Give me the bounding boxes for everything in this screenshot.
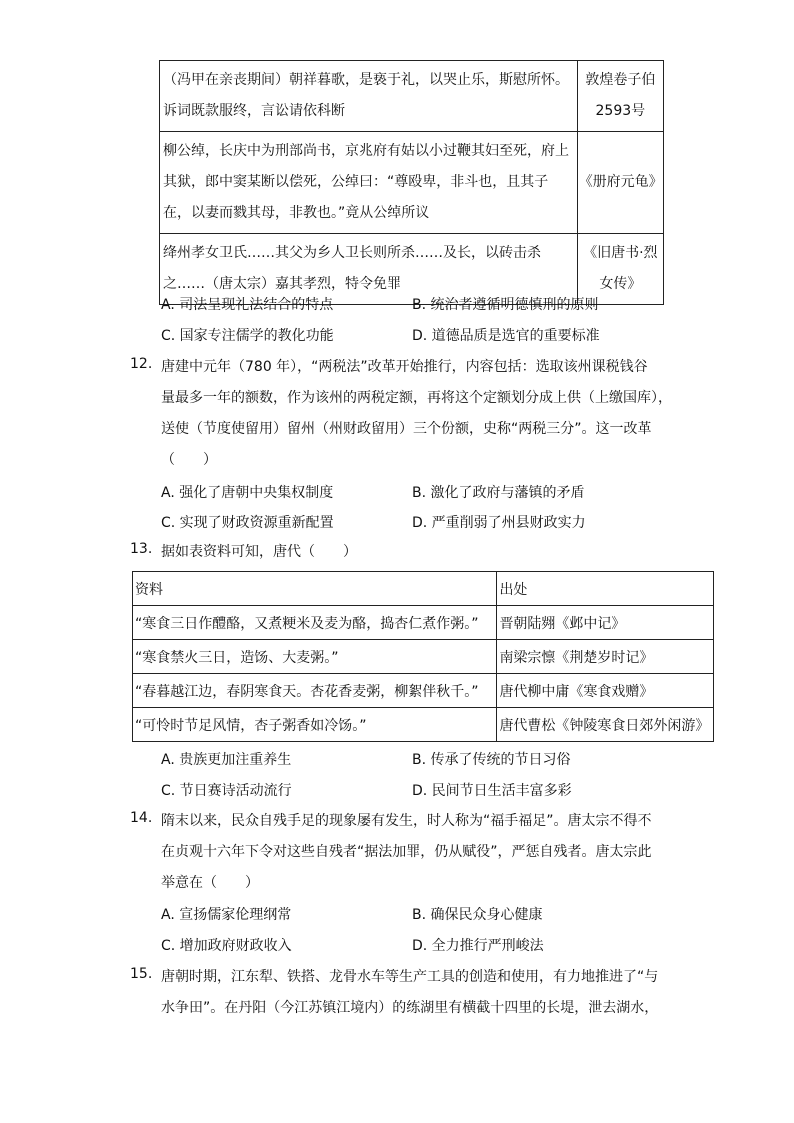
answer-blank: （ ）	[161, 452, 217, 468]
question-number: 14.	[130, 810, 153, 826]
table-cell-source: 《旧唐书·烈女传》	[577, 234, 663, 305]
q11-options-row-1	[161, 291, 721, 319]
question-number: 12.	[130, 356, 153, 372]
question-text-line: 量最多一年的额数，作为该州的两税定额，再将这个定额划分成上供（上缴国库），	[161, 390, 672, 406]
q14-options-row-2	[161, 932, 721, 960]
q14-options-row-1	[161, 901, 721, 929]
table-cell-content: 柳公绰，长庆中为刑部尚书，京兆府有姑以小过鞭其妇至死，府上其狱，郎中窦某断以偿死，公绰曰：“尊殴卑，非斗也，且其子在，以妻而戮其母，非教也。”竟从公绰所议	[160, 132, 578, 234]
q11-option-a[interactable]: A. 司法呈现礼法结合的特点	[161, 297, 334, 313]
question-text-line: 据如表资料可知，唐代（ ）	[161, 544, 357, 560]
q13-option-a[interactable]: A. 贵族更加注重养生	[161, 752, 292, 768]
question-text-line: 唐朝时期，江东犁、铁搭、龙骨水车等生产工具的创造和使用，有力地推进了“与	[161, 969, 659, 985]
table-row	[133, 606, 714, 640]
q13-option-d[interactable]: D. 民间节日生活丰富多彩	[412, 783, 572, 799]
table-row	[133, 640, 714, 674]
table-cell-source: 敦煌卷子伯2593号	[577, 61, 663, 132]
question-text-line: 唐建中元年（780 年），“两税法”改革开始推行，内容包括：选取该州课税钱谷	[161, 359, 648, 375]
table-cell-source: 《册府元龟》	[577, 132, 663, 234]
question-number: 13.	[130, 541, 153, 557]
source-table-2	[132, 571, 714, 742]
table-row	[160, 132, 664, 234]
table-cell-content: 绛州孝女卫氏……其父为乡人卫长则所杀……及长，以砖击杀之……（唐太宗）嘉其孝烈，特令免罪	[160, 234, 578, 305]
q14-option-c[interactable]: C. 增加政府财政收入	[161, 938, 292, 954]
question-text-line: 水争田”。在丹阳（今江苏镇江境内）的练湖里有横截十四里的长堤，泄去湖水，	[161, 1000, 659, 1016]
q14-option-a[interactable]: A. 宣扬儒家伦理纲常	[161, 907, 292, 923]
q12-option-a[interactable]: A. 强化了唐朝中央集权制度	[161, 485, 334, 501]
table-cell-source: 南梁宗懔《荆楚岁时记》	[497, 640, 714, 674]
question-text-line: 隋末以来，民众自残手足的现象屡有发生，时人称为“福手福足”。唐太宗不得不	[161, 813, 652, 829]
q12-option-b[interactable]: B. 激化了政府与藩镇的矛盾	[412, 485, 585, 501]
table-cell-source: 晋朝陆翙《邺中记》	[497, 606, 714, 640]
table-header-row	[133, 572, 714, 606]
column-header-material: 资料	[133, 572, 497, 606]
q14-option-b[interactable]: B. 确保民众身心健康	[412, 907, 543, 923]
table-cell-source: 唐代柳中庸《寒食戏赠》	[497, 674, 714, 708]
q12-option-c[interactable]: C. 实现了财政资源重新配置	[161, 515, 334, 531]
q13-option-b[interactable]: B. 传承了传统的节日习俗	[412, 752, 571, 768]
table-cell-material: “寒食三日作醴酪，又煮粳米及麦为酪，捣杏仁煮作粥。”	[133, 606, 497, 640]
q12-option-d[interactable]: D. 严重削弱了州县财政实力	[412, 515, 586, 531]
q14-option-d[interactable]: D. 全力推行严刑峻法	[412, 938, 544, 954]
question-text-line: 在贞观十六年下令对这些自残者“据法加罪，仍从赋役”，严惩自残者。唐太宗此	[161, 844, 652, 860]
q13-option-c[interactable]: C. 节日赛诗活动流行	[161, 783, 292, 799]
table-cell-content: （冯甲在亲丧期间）朝祥暮歌，是亵于礼，以哭止乐，斯慰所怀。诉词既款服终，言讼请依科断	[160, 61, 578, 132]
table-cell-material: “寒食禁火三日，造饧、大麦粥。”	[133, 640, 497, 674]
q11-options-row-2	[161, 322, 721, 350]
q11-option-b[interactable]: B. 统治者遵循明德慎刑的原则	[412, 297, 599, 313]
table-row	[133, 674, 714, 708]
q11-option-c[interactable]: C. 国家专注儒学的教化功能	[161, 328, 334, 344]
column-header-source: 出处	[497, 572, 714, 606]
q11-option-d[interactable]: D. 道德品质是选官的重要标准	[412, 328, 600, 344]
question-text-line: 举意在（ ）	[161, 875, 259, 891]
q13-options-row-2	[161, 777, 721, 805]
table-row	[133, 708, 714, 742]
table-row	[160, 61, 664, 132]
q13-options-row-1	[161, 746, 721, 774]
table-cell-material: “春暮越江边，春阴寒食天。杏花香麦粥，柳絮伴秋千。”	[133, 674, 497, 708]
table-cell-source: 唐代曹松《钟陵寒食日郊外闲游》	[497, 708, 714, 742]
source-table-1	[159, 60, 664, 305]
q12-options-row-1	[161, 479, 721, 507]
question-number: 15.	[130, 966, 153, 982]
q12-options-row-2	[161, 509, 721, 537]
table-cell-material: “可怜时节足风情，杏子粥香如冷饧。”	[133, 708, 497, 742]
question-text-line: 送使（节度使留用）留州（州财政留用）三个份额，史称“两税三分”。这一改革	[161, 421, 652, 437]
